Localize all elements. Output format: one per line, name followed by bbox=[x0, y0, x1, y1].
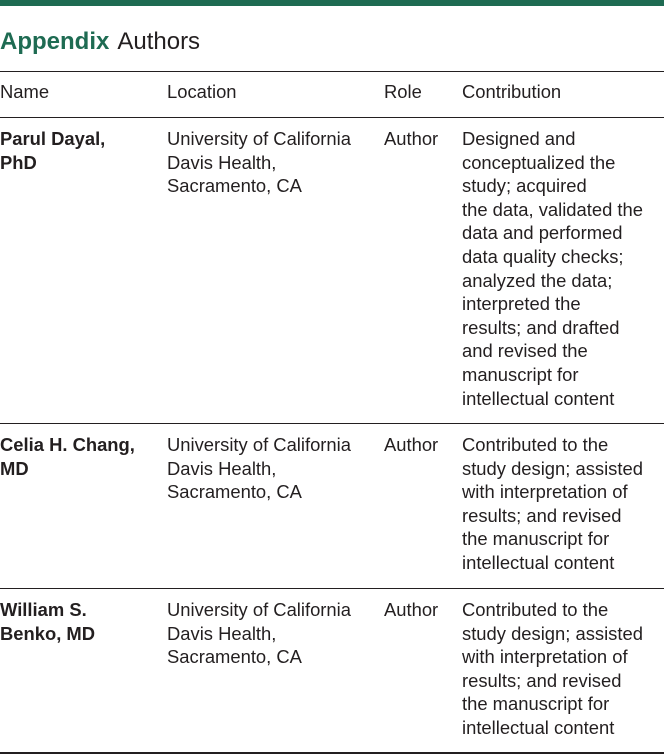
header-bottom-rule bbox=[0, 117, 664, 118]
row-divider bbox=[0, 588, 664, 589]
author-contribution: Contributed to the study design; assisted with interpretation of results; and revised the manuscript for intellectual content bbox=[462, 434, 643, 573]
table-title bbox=[0, 27, 200, 57]
author-location: University of California Davis Health, Sacramento, CA bbox=[167, 434, 351, 503]
author-contribution: Contributed to the study design; assisted with interpretation of results; and revised the manuscript for intellectual content bbox=[462, 599, 643, 738]
author-role: Author bbox=[384, 599, 439, 620]
author-name: Parul Dayal, PhD bbox=[0, 128, 106, 173]
table-title-text: Authors bbox=[117, 28, 201, 55]
author-role: Author bbox=[384, 128, 439, 149]
author-name: Celia H. Chang, MD bbox=[0, 434, 135, 479]
author-role: Author bbox=[384, 434, 439, 455]
author-name: William S. Benko, MD bbox=[0, 599, 96, 644]
author-location: University of California Davis Health, Sacramento, CA bbox=[167, 128, 351, 197]
table-label: Appendix bbox=[0, 28, 110, 55]
header-location: Location bbox=[167, 81, 237, 102]
table-bottom-rule bbox=[0, 752, 664, 754]
header-top-rule bbox=[0, 71, 664, 72]
header-name: Name bbox=[0, 81, 50, 102]
top-rule bbox=[0, 0, 664, 6]
author-contribution: Designed and conceptualized the study; acquired the data, validated the data and performed data quality checks; analyzed the data; interpreted the results; and drafted and revised the manuscript for intellectual content bbox=[462, 128, 643, 409]
author-location: University of California Davis Health, Sacramento, CA bbox=[167, 599, 351, 668]
row-divider bbox=[0, 423, 664, 424]
header-contribution: Contribution bbox=[462, 81, 562, 102]
header-role: Role bbox=[384, 81, 422, 102]
